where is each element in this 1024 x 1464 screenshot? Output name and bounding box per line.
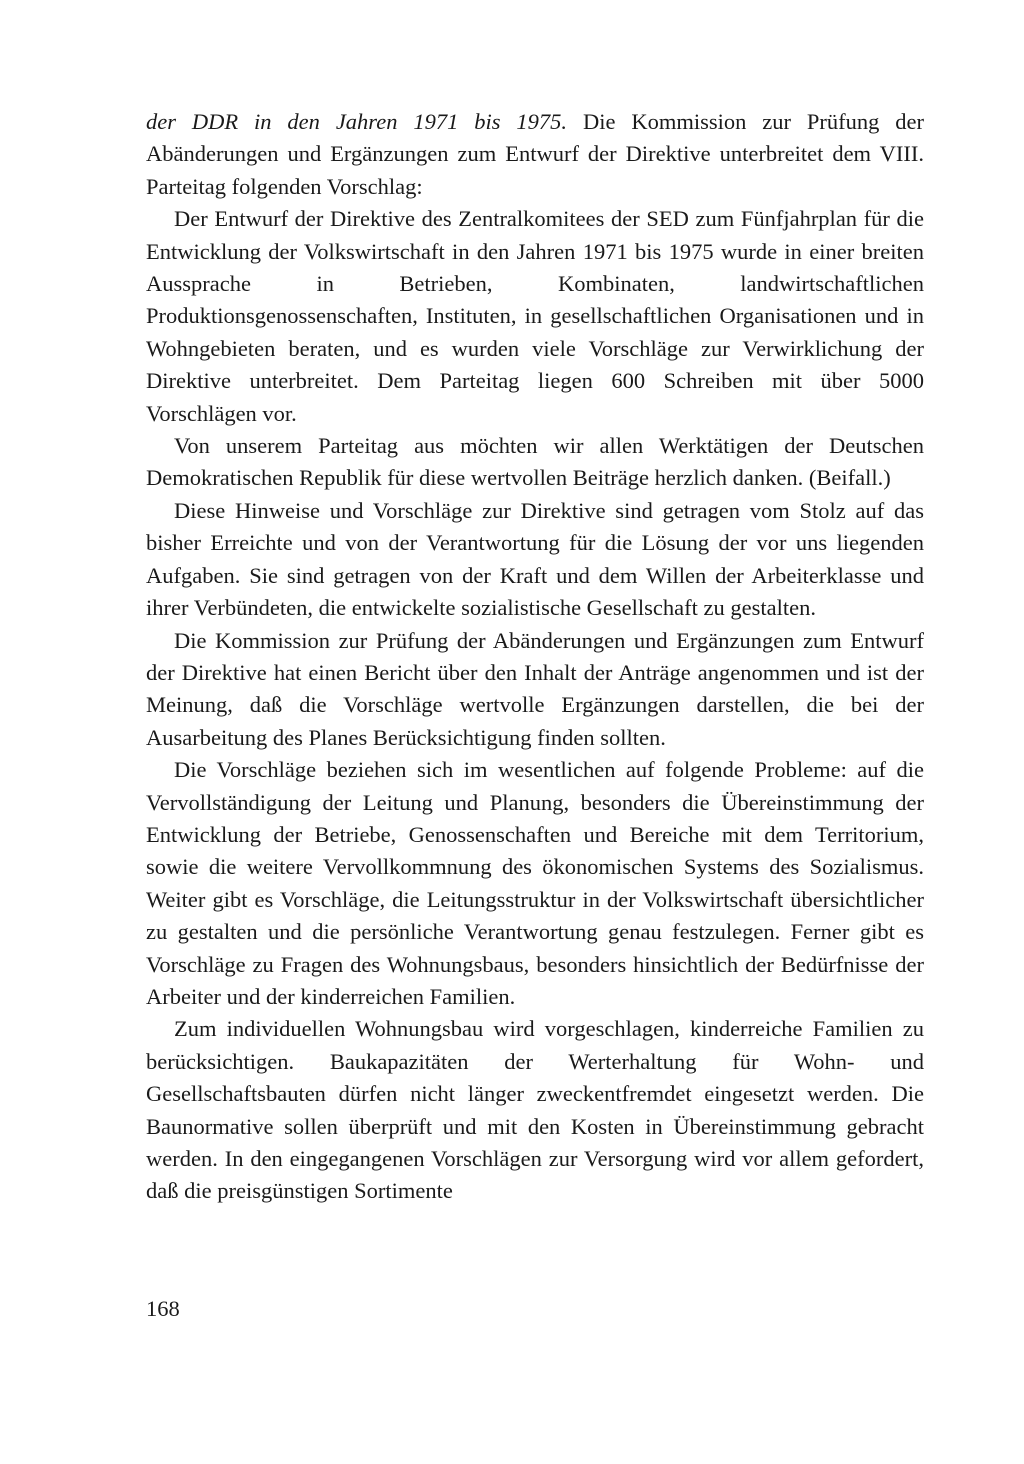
body-text	[146, 106, 924, 1208]
paragraph: Die Vorschläge beziehen sich im wesentlichen auf folgende Probleme: auf die Vervollständigung der Leitung und Planung, besonders die Übereinstimmung der Entwicklung der Betriebe, Genossenschaften und Bereiche mit dem Territorium, sowie die weitere Vervollkommnung des ökonomischen Systems des Sozialismus. Weiter gibt es Vorschläge, die Leitungsstruktur in der Volkswirtschaft übersichtlicher zu gestalten und die persönliche Verantwortung genau festzulegen. Ferner gibt es Vorschläge zu Fragen des Wohnungsbaus, besonders hinsichtlich der Bedürfnisse der Arbeiter und der kinderreichen Familien.	[146, 757, 924, 1009]
paragraph: Zum individuellen Wohnungsbau wird vorgeschlagen, kinderreiche Familien zu berücksichtigen. Baukapazitäten der Werterhaltung für Wohn- und Gesellschaftsbauten dürfen nicht länger zweckentfremdet eingesetzt werden. Die Baunormative sollen überprüft und mit den Kosten in Übereinstimmung gebracht werden. In den eingegangenen Vorschlägen zur Versorgung wird vor allem gefordert, daß die preisgünstigen Sortimente	[146, 1016, 924, 1204]
paragraph: Von unserem Parteitag aus möchten wir allen Werktätigen der Deutschen Demokratischen Republik für diese wertvollen Beiträge herzlich danken. (Beifall.)	[146, 433, 924, 491]
opening-paragraph	[146, 106, 924, 203]
opening-text: Die Kommission zur Prüfung der Abänderungen und Ergänzungen zum Entwurf der Direktive unterbreitet dem VIII. Parteitag folgenden Vorschlag:	[146, 109, 924, 199]
opening-italic-text: der DDR in den Jahren 1971 bis 1975.	[146, 109, 568, 134]
paragraph: Die Kommission zur Prüfung der Abänderungen und Ergänzungen zum Entwurf der Direktive hat einen Bericht über den Inhalt der Anträge angenommen und ist der Meinung, daß die Vorschläge wertvolle Ergänzungen darstellen, die bei der Ausarbeitung des Planes Berücksichtigung finden sollten.	[146, 627, 924, 750]
page-number: 168	[146, 1296, 180, 1321]
paragraph: Der Entwurf der Direktive des Zentralkomitees der SED zum Fünfjahrplan für die Entwicklung der Volkswirtschaft in den Jahren 1971 bis 1975 wurde in einer breiten Aussprache in Betrieben, Kombinaten, landwirtschaftlichen Produktionsgenossenschaften, Instituten, in gesellschaftlichen Organisationen und in Wohngebieten beraten, und es wurden viele Vorschläge zur Verwirklichung der Direktive unterbreitet. Dem Parteitag liegen 600 Schreiben mit über 5000 Vorschlägen vor.	[146, 206, 924, 426]
paragraph: Diese Hinweise und Vorschläge zur Direktive sind getragen vom Stolz auf das bisher Erreichte und von der Verantwortung für die Lösung der vor uns liegenden Aufgaben. Sie sind getragen von der Kraft und dem Willen der Arbeiterklasse und ihrer Verbündeten, die entwickelte sozialistische Gesellschaft zu gestalten.	[146, 497, 924, 621]
